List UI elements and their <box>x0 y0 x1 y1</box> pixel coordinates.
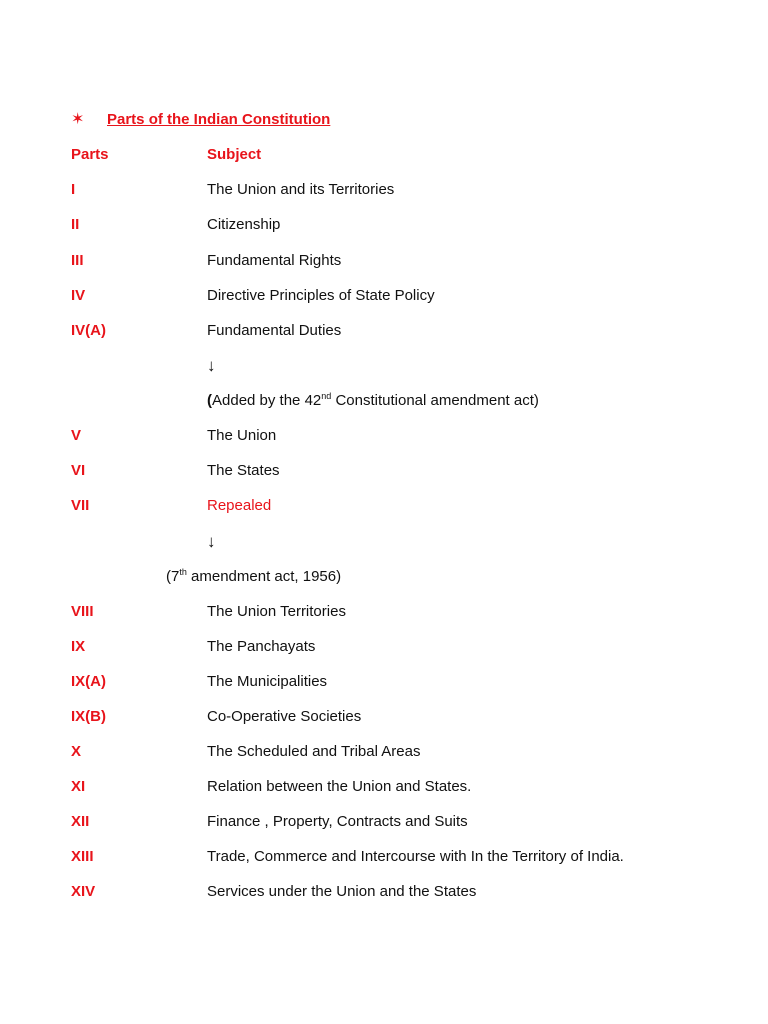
part-number: IX(B) <box>71 708 106 725</box>
part-subject: The Union Territories <box>207 603 346 620</box>
part-subject: The Municipalities <box>207 673 328 690</box>
part-number: XII <box>71 813 90 830</box>
note-text-a: (7 <box>166 568 180 585</box>
subject-column-header: Subject <box>207 146 262 163</box>
part-number: XIV <box>71 883 96 900</box>
part-subject: Fundamental Rights <box>207 252 342 269</box>
part-subject: Citizenship <box>207 216 281 233</box>
part-number: IV <box>71 287 86 304</box>
part-number: VII <box>71 497 90 514</box>
part-number: X <box>71 743 82 760</box>
part-number: III <box>71 252 84 269</box>
part-subject: The Union <box>207 427 277 444</box>
note-open-paren: ( <box>207 392 212 409</box>
part-subject: Co-Operative Societies <box>207 708 362 725</box>
part-subject: Directive Principles of State Policy <box>207 287 435 304</box>
part-number: XI <box>71 778 86 795</box>
note-ordinal-suffix: th <box>179 567 187 577</box>
part-subject: Services under the Union and the States <box>207 883 477 900</box>
note-text-b: amendment act, 1956) <box>186 568 342 585</box>
part-number: IV(A) <box>71 322 106 339</box>
part-subject: The States <box>207 462 280 479</box>
document-title: Parts of the Indian Constitution <box>107 111 331 128</box>
part-subject: Relation between the Union and States. <box>207 778 472 795</box>
part-number: I <box>71 181 76 198</box>
note-text-a: Added by the 42 <box>212 392 322 409</box>
note-ordinal-suffix: nd <box>321 391 332 401</box>
part-number: VIII <box>71 603 94 620</box>
part-number: VI <box>71 462 86 479</box>
part-subject: Finance , Property, Contracts and Suits <box>207 813 468 830</box>
part-number: IX(A) <box>71 673 106 690</box>
note-text-b: Constitutional amendment act) <box>331 392 539 409</box>
note-text <box>166 566 341 588</box>
part-subject: Repealed <box>207 497 272 514</box>
part-number: V <box>71 427 82 444</box>
note-text <box>207 390 539 412</box>
down-arrow-icon: ↓ <box>207 356 216 375</box>
part-subject: The Union and its Territories <box>207 181 395 198</box>
part-subject: Fundamental Duties <box>207 322 342 339</box>
part-number: XIII <box>71 848 94 865</box>
star-bullet-icon: ✶ <box>71 111 85 128</box>
part-number: IX <box>71 638 86 655</box>
down-arrow-icon: ↓ <box>207 532 216 551</box>
part-subject: The Scheduled and Tribal Areas <box>207 743 421 760</box>
part-subject: The Panchayats <box>207 638 316 655</box>
part-number: II <box>71 216 80 233</box>
part-subject: Trade, Commerce and Intercourse with In the Territory of India. <box>207 848 624 865</box>
parts-column-header: Parts <box>71 146 109 163</box>
